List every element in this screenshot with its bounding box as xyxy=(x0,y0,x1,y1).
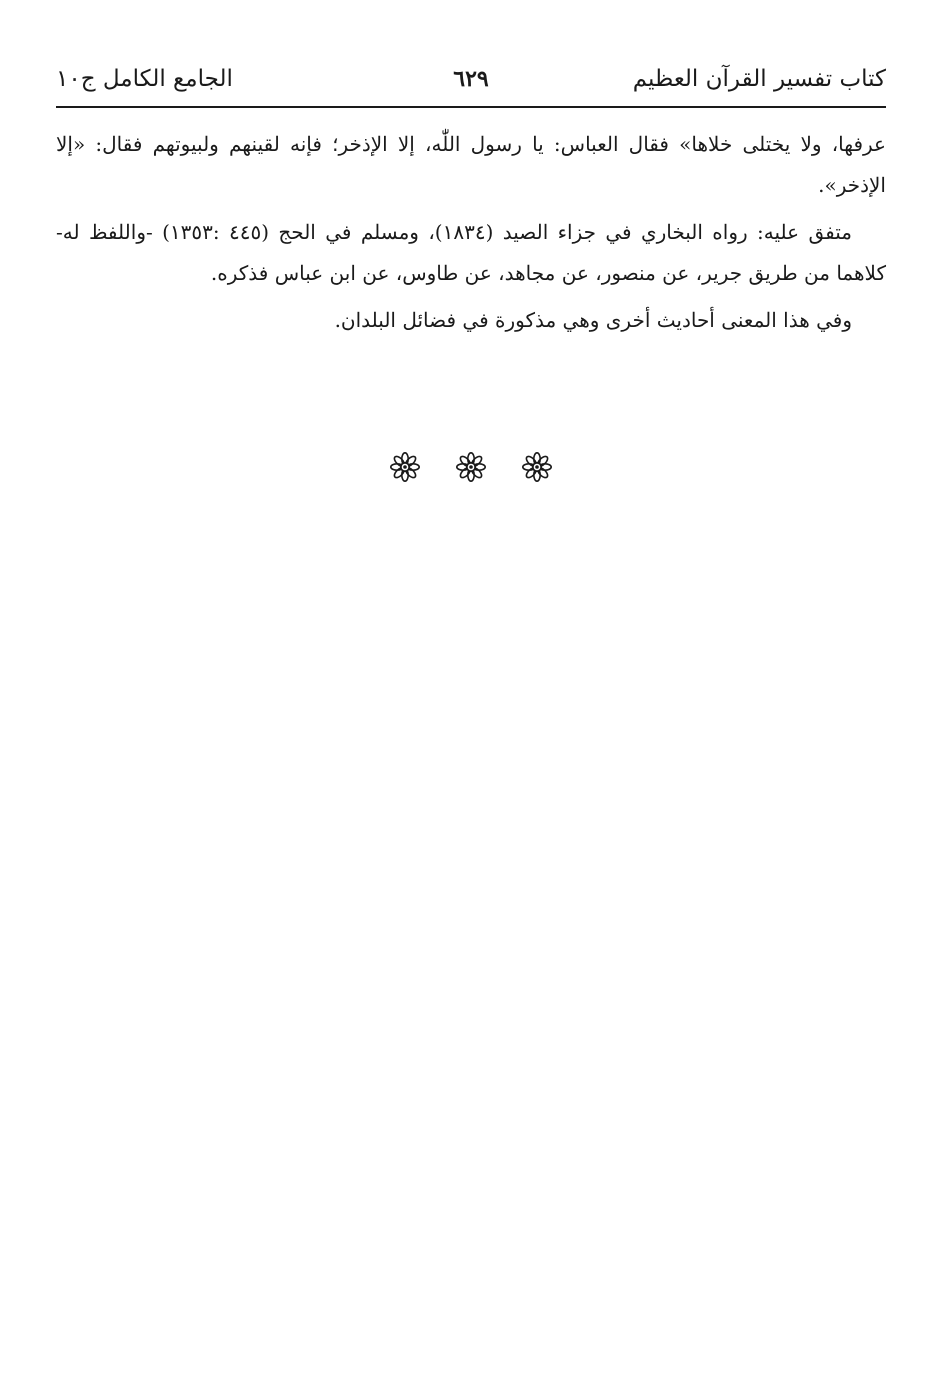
rosette-center-dot xyxy=(535,465,539,469)
paragraph-note: وفي هذا المعنى أحاديث أخرى وهي مذكورة في فضائل البلدان. xyxy=(334,308,852,332)
paragraph-takhrij: متفق عليه: رواه البخاري في جزاء الصيد (١٨٣٤)، ومسلم في الحج (٤٤٥ :١٣٥٣) -واللفظ له- كلاهما من طريق جرير، عن منصور، عن مجاهد، عن طاوس، عن ابن عباس فذكره. xyxy=(56,220,886,285)
body-text xyxy=(56,124,886,347)
floral-rosette-icon xyxy=(456,452,486,482)
paragraph-hadith-continuation: عرفها، ولا يختلى خلاها» فقال العباس: يا رسول اللّٰه، إلا الإذخر؛ فإنه لقينهم ولبيوتهم فقال: «إلا الإذخر». xyxy=(56,132,886,197)
floral-rosette-icon xyxy=(390,452,420,482)
rosette-center-dot xyxy=(469,465,473,469)
section-divider xyxy=(0,452,942,488)
running-header xyxy=(56,62,886,102)
page-number: ٦٢٩ xyxy=(453,66,489,92)
header-volume-title: الجامع الكامل ج١٠ xyxy=(56,66,233,92)
rosette-center-dot xyxy=(403,465,407,469)
header-book-title: كتاب تفسير القرآن العظيم xyxy=(632,66,886,92)
floral-rosette-icon xyxy=(522,452,552,482)
header-rule xyxy=(56,106,886,108)
